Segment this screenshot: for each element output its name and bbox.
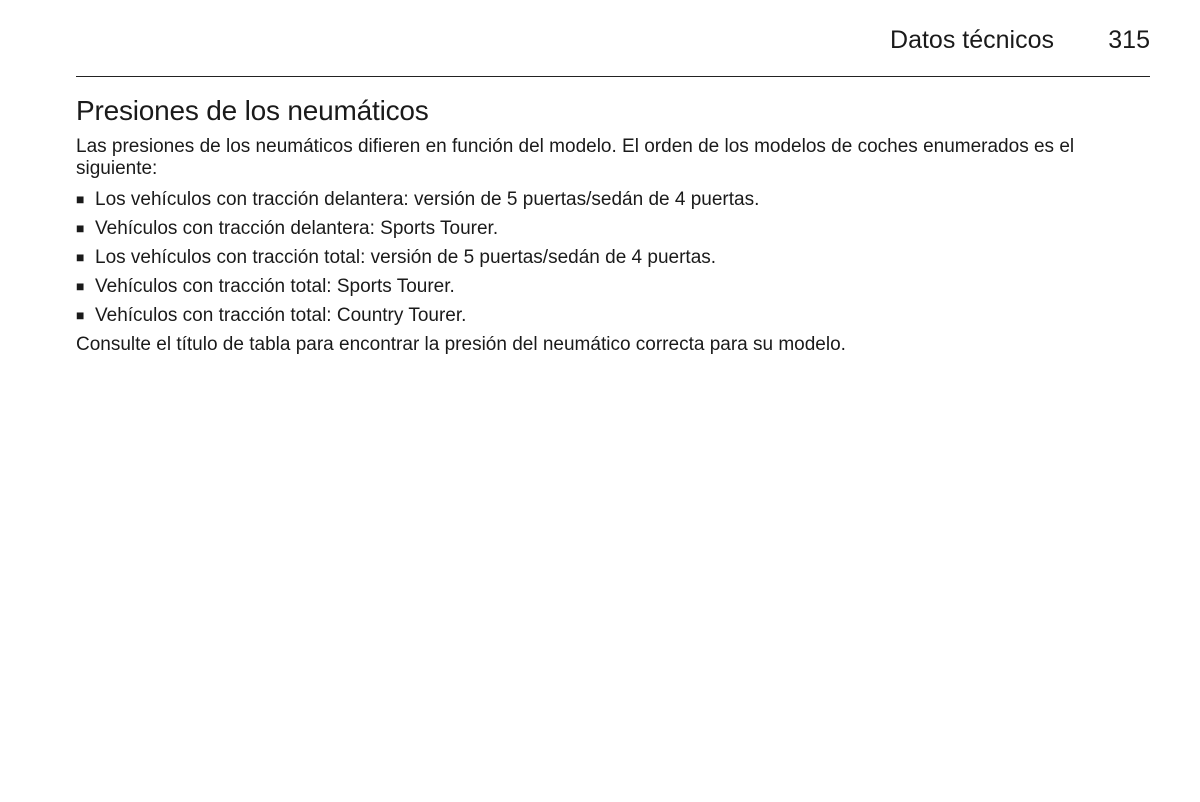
square-bullet-icon: ■ — [76, 220, 85, 236]
outro-paragraph: Consulte el título de tabla para encontrar la presión del neumático correcta para su modelo. — [76, 334, 846, 355]
header-section-title: Datos técnicos — [890, 26, 1054, 54]
page-content — [76, 94, 1156, 359]
page-header — [76, 22, 1150, 77]
square-bullet-icon: ■ — [76, 307, 85, 323]
list-item-text: Los vehículos con tracción delantera: versión de 5 puertas/sedán de 4 puertas. — [95, 189, 760, 210]
list-item-text: Los vehículos con tracción total: versión de 5 puertas/sedán de 4 puertas. — [95, 247, 717, 268]
intro-paragraph: Las presiones de los neumáticos difieren en función del modelo. El orden de los modelos de coches enumerados es el siguiente: — [76, 136, 1075, 179]
list-item — [76, 301, 1156, 330]
list-item-text: Vehículos con tracción delantera: Sports Tourer. — [95, 218, 499, 239]
list-item-text: Vehículos con tracción total: Country Tourer. — [95, 305, 467, 326]
square-bullet-icon: ■ — [76, 278, 85, 294]
list-item-text: Vehículos con tracción total: Sports Tourer. — [95, 276, 455, 297]
square-bullet-icon: ■ — [76, 191, 85, 207]
list-item — [76, 243, 1156, 272]
square-bullet-icon: ■ — [76, 249, 85, 265]
model-list — [76, 185, 1156, 330]
page-number: 315 — [1108, 26, 1150, 54]
list-item — [76, 272, 1156, 301]
list-item — [76, 214, 1156, 243]
list-item — [76, 185, 1156, 214]
section-title: Presiones de los neumáticos — [76, 95, 429, 126]
